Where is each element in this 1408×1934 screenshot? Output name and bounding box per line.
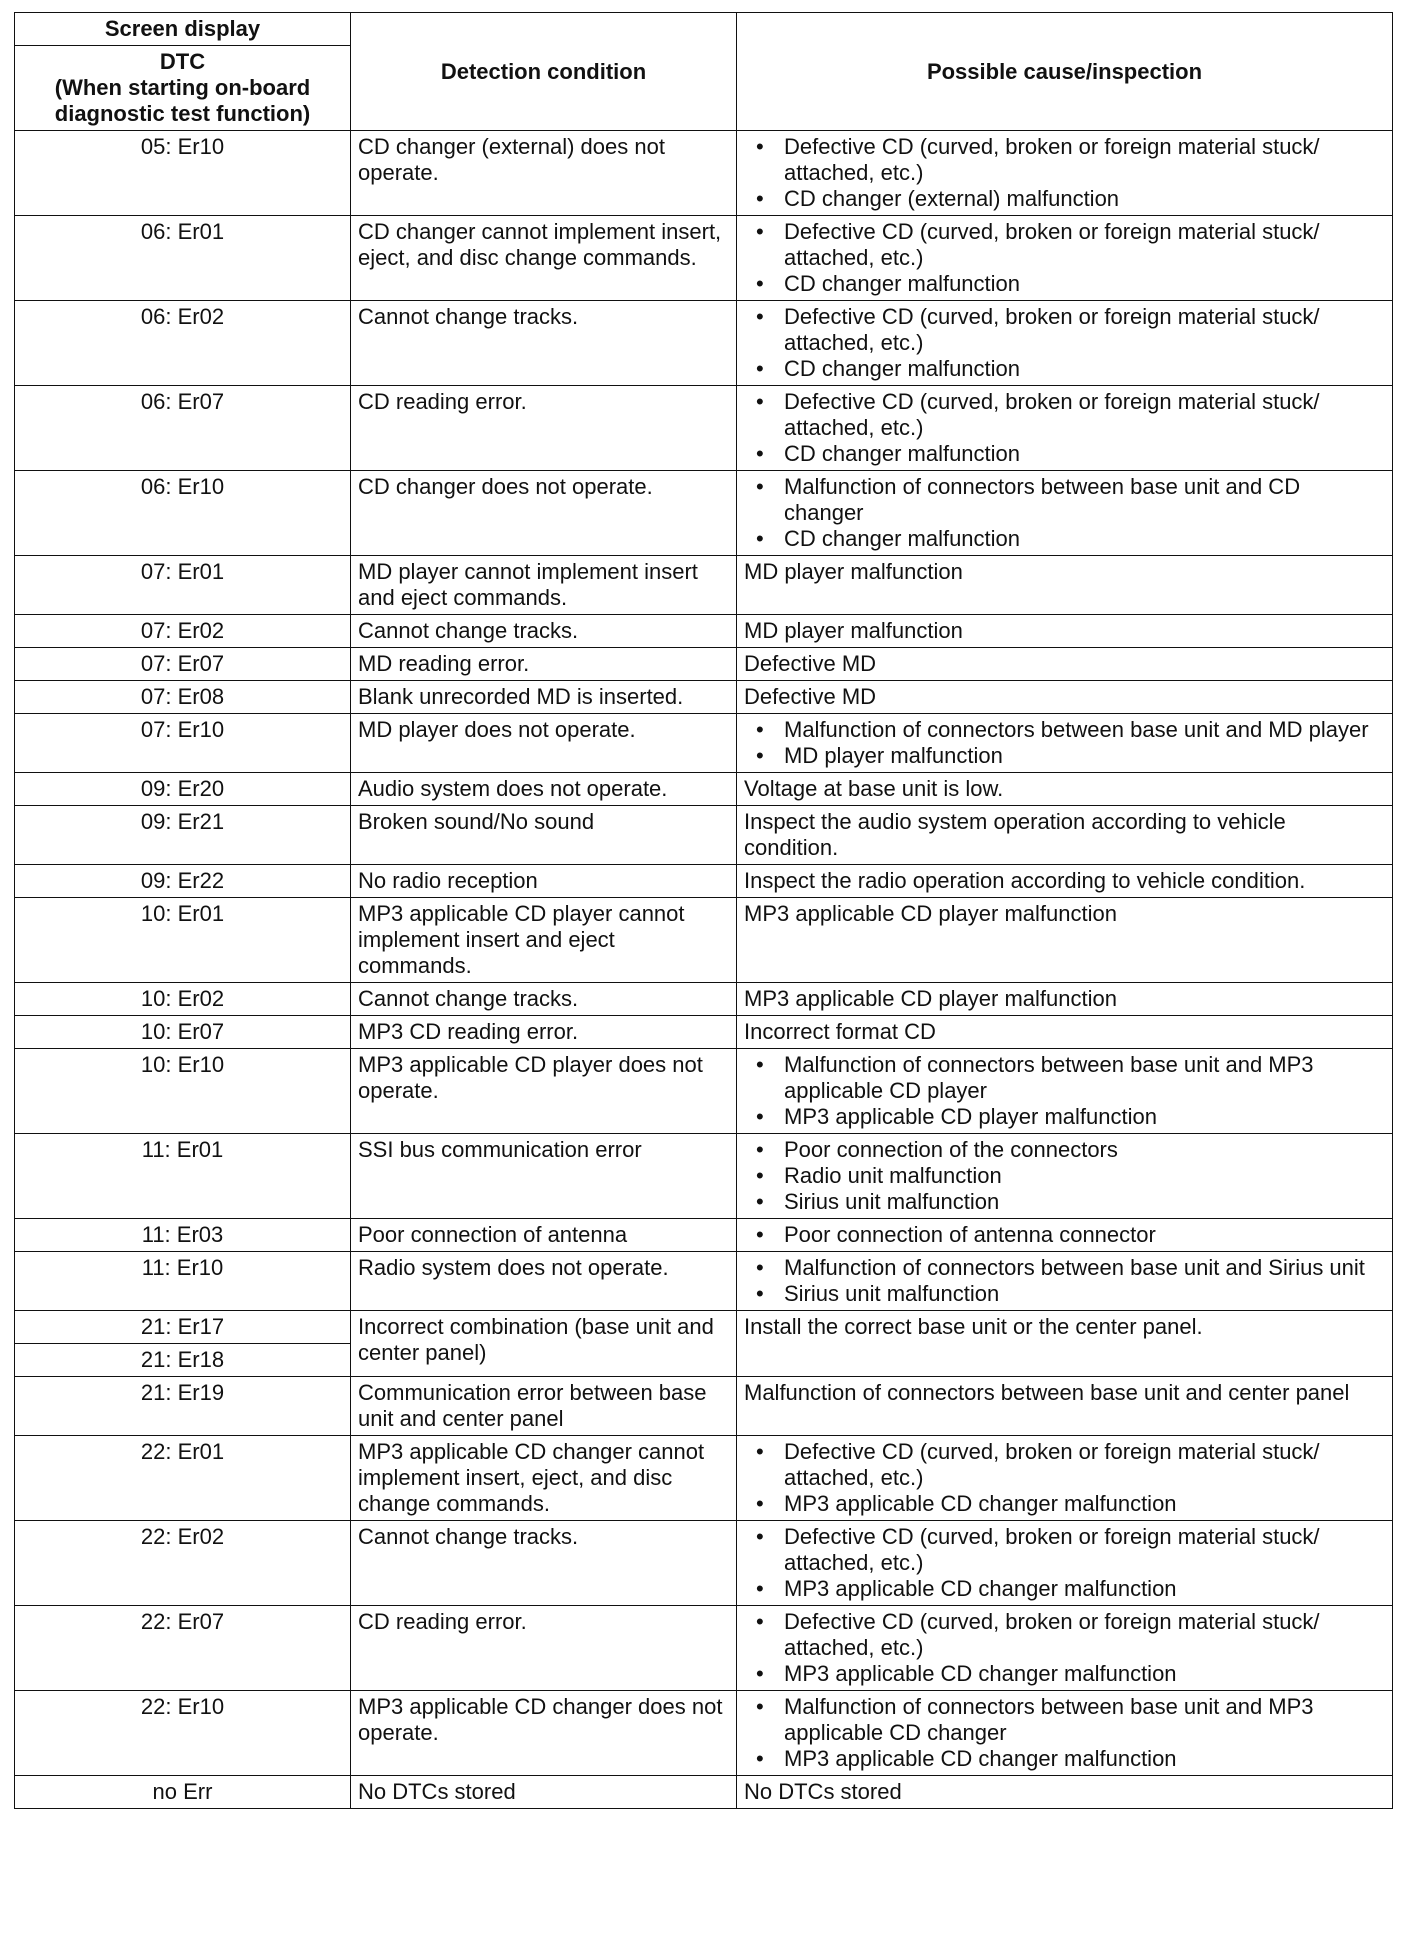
cause-item: • Malfunction of connectors between base unit and MD player	[784, 717, 1385, 743]
dtc-code-cell: 06: Er07	[15, 386, 351, 471]
cause-list	[744, 717, 1385, 769]
table-row	[15, 1311, 1393, 1344]
dtc-code-cell: 10: Er02	[15, 983, 351, 1016]
cause-item: • MD player malfunction	[784, 743, 1385, 769]
cause-item: • Defective CD (curved, broken or foreign material stuck/ attached, etc.)	[784, 1609, 1385, 1661]
dtc-code-cell: 06: Er02	[15, 301, 351, 386]
condition-cell: MP3 applicable CD changer does not operate.	[351, 1691, 737, 1776]
cause-cell	[737, 1436, 1393, 1521]
header-screen-display: Screen display	[15, 13, 351, 46]
cause-item: • Radio unit malfunction	[784, 1163, 1385, 1189]
condition-cell: MP3 applicable CD player cannot implement insert and eject commands.	[351, 898, 737, 983]
cause-item: • Sirius unit malfunction	[784, 1281, 1385, 1307]
condition-cell: Communication error between base unit and center panel	[351, 1377, 737, 1436]
table-row	[15, 648, 1393, 681]
cause-list	[744, 1609, 1385, 1687]
table-row	[15, 714, 1393, 773]
condition-cell: Incorrect combination (base unit and center panel)	[351, 1311, 737, 1377]
table-row	[15, 1691, 1393, 1776]
cause-item: • Malfunction of connectors between base unit and MP3 applicable CD player	[784, 1052, 1385, 1104]
condition-cell: MP3 applicable CD changer cannot implement insert, eject, and disc change commands.	[351, 1436, 737, 1521]
table-row	[15, 1252, 1393, 1311]
cause-item: • MP3 applicable CD changer malfunction	[784, 1661, 1385, 1687]
cause-cell: MD player malfunction	[737, 556, 1393, 615]
table-row	[15, 556, 1393, 615]
table-row	[15, 471, 1393, 556]
dtc-code-cell: 06: Er01	[15, 216, 351, 301]
cause-cell	[737, 1691, 1393, 1776]
condition-cell: Cannot change tracks.	[351, 615, 737, 648]
cause-cell: Install the correct base unit or the center panel.	[737, 1311, 1393, 1377]
cause-cell: MP3 applicable CD player malfunction	[737, 898, 1393, 983]
cause-list	[744, 304, 1385, 382]
dtc-code-cell: 10: Er01	[15, 898, 351, 983]
dtc-code-cell: 10: Er07	[15, 1016, 351, 1049]
dtc-code-cell: 05: Er10	[15, 131, 351, 216]
dtc-code-cell: 21: Er17	[15, 1311, 351, 1344]
cause-item: • Defective CD (curved, broken or foreign material stuck/ attached, etc.)	[784, 389, 1385, 441]
cause-cell: Defective MD	[737, 681, 1393, 714]
cause-cell	[737, 471, 1393, 556]
table-row	[15, 1377, 1393, 1436]
cause-cell: No DTCs stored	[737, 1776, 1393, 1809]
dtc-code-cell: 22: Er07	[15, 1606, 351, 1691]
table-row	[15, 1521, 1393, 1606]
condition-cell: Radio system does not operate.	[351, 1252, 737, 1311]
table-row	[15, 131, 1393, 216]
table-row	[15, 898, 1393, 983]
cause-item: • MP3 applicable CD changer malfunction	[784, 1491, 1385, 1517]
table-row	[15, 1016, 1393, 1049]
cause-item: • Defective CD (curved, broken or foreign material stuck/ attached, etc.)	[784, 304, 1385, 356]
cause-item: • Defective CD (curved, broken or foreign material stuck/ attached, etc.)	[784, 1439, 1385, 1491]
cause-cell	[737, 1521, 1393, 1606]
cause-item: • Malfunction of connectors between base unit and CD changer	[784, 474, 1385, 526]
cause-item: • MP3 applicable CD changer malfunction	[784, 1746, 1385, 1772]
table-row	[15, 1049, 1393, 1134]
dtc-code-cell: 21: Er19	[15, 1377, 351, 1436]
cause-cell: Malfunction of connectors between base unit and center panel	[737, 1377, 1393, 1436]
cause-cell: Defective MD	[737, 648, 1393, 681]
condition-cell: CD reading error.	[351, 1606, 737, 1691]
cause-cell: Incorrect format CD	[737, 1016, 1393, 1049]
table-row	[15, 1219, 1393, 1252]
dtc-code-cell: no Err	[15, 1776, 351, 1809]
condition-cell: CD changer cannot implement insert, eject, and disc change commands.	[351, 216, 737, 301]
condition-cell: Cannot change tracks.	[351, 301, 737, 386]
header-dtc-note: (When starting on-board diagnostic test function)	[54, 75, 311, 126]
cause-list	[744, 1052, 1385, 1130]
cause-cell	[737, 1606, 1393, 1691]
cause-cell	[737, 1219, 1393, 1252]
condition-cell: MP3 applicable CD player does not operate.	[351, 1049, 737, 1134]
dtc-code-cell: 11: Er01	[15, 1134, 351, 1219]
cause-list	[744, 219, 1385, 297]
dtc-code-cell: 07: Er08	[15, 681, 351, 714]
cause-item: • MP3 applicable CD changer malfunction	[784, 1576, 1385, 1602]
condition-cell: Audio system does not operate.	[351, 773, 737, 806]
table-row	[15, 1436, 1393, 1521]
dtc-code-cell: 09: Er22	[15, 865, 351, 898]
dtc-table	[14, 12, 1393, 1809]
table-row	[15, 681, 1393, 714]
cause-list	[744, 1222, 1385, 1248]
dtc-code-cell: 11: Er10	[15, 1252, 351, 1311]
table-row	[15, 806, 1393, 865]
dtc-code-cell: 21: Er18	[15, 1344, 351, 1377]
condition-cell: MP3 CD reading error.	[351, 1016, 737, 1049]
table-row	[15, 773, 1393, 806]
condition-cell: SSI bus communication error	[351, 1134, 737, 1219]
cause-item: • Malfunction of connectors between base unit and MP3 applicable CD changer	[784, 1694, 1385, 1746]
condition-cell: Poor connection of antenna	[351, 1219, 737, 1252]
cause-cell	[737, 386, 1393, 471]
table-row	[15, 1776, 1393, 1809]
cause-cell	[737, 131, 1393, 216]
dtc-code-cell: 07: Er01	[15, 556, 351, 615]
table-header	[15, 13, 1393, 131]
cause-item: • Poor connection of the connectors	[784, 1137, 1385, 1163]
table-row	[15, 983, 1393, 1016]
cause-cell: Voltage at base unit is low.	[737, 773, 1393, 806]
header-dtc-label: DTC	[159, 49, 206, 74]
condition-cell: MD reading error.	[351, 648, 737, 681]
header-dtc	[15, 46, 351, 131]
dtc-code-cell: 10: Er10	[15, 1049, 351, 1134]
cause-cell	[737, 714, 1393, 773]
dtc-code-cell: 09: Er21	[15, 806, 351, 865]
dtc-code-cell: 07: Er07	[15, 648, 351, 681]
cause-list	[744, 1439, 1385, 1517]
condition-cell: No radio reception	[351, 865, 737, 898]
dtc-code-cell: 07: Er10	[15, 714, 351, 773]
cause-list	[744, 1524, 1385, 1602]
condition-cell: CD changer (external) does not operate.	[351, 131, 737, 216]
cause-list	[744, 1255, 1385, 1307]
header-detection-condition: Detection condition	[351, 13, 737, 131]
cause-cell: MD player malfunction	[737, 615, 1393, 648]
cause-item: • Malfunction of connectors between base unit and Sirius unit	[784, 1255, 1385, 1281]
dtc-code-cell: 22: Er01	[15, 1436, 351, 1521]
cause-item: • Defective CD (curved, broken or foreign material stuck/ attached, etc.)	[784, 219, 1385, 271]
cause-item: • CD changer malfunction	[784, 271, 1385, 297]
cause-cell: Inspect the radio operation according to vehicle condition.	[737, 865, 1393, 898]
cause-cell: MP3 applicable CD player malfunction	[737, 983, 1393, 1016]
cause-list	[744, 1137, 1385, 1215]
cause-item: • CD changer malfunction	[784, 441, 1385, 467]
cause-list	[744, 1694, 1385, 1772]
cause-item: • MP3 applicable CD player malfunction	[784, 1104, 1385, 1130]
cause-item: • CD changer malfunction	[784, 356, 1385, 382]
cause-item: • CD changer (external) malfunction	[784, 186, 1385, 212]
condition-cell: Cannot change tracks.	[351, 1521, 737, 1606]
cause-list	[744, 389, 1385, 467]
cause-cell	[737, 216, 1393, 301]
cause-item: • Defective CD (curved, broken or foreign material stuck/ attached, etc.)	[784, 134, 1385, 186]
cause-cell	[737, 1252, 1393, 1311]
cause-cell	[737, 1134, 1393, 1219]
condition-cell: Broken sound/No sound	[351, 806, 737, 865]
table-row	[15, 216, 1393, 301]
cause-list	[744, 134, 1385, 212]
cause-cell: Inspect the audio system operation according to vehicle condition.	[737, 806, 1393, 865]
condition-cell: No DTCs stored	[351, 1776, 737, 1809]
condition-cell: CD changer does not operate.	[351, 471, 737, 556]
table-row	[15, 301, 1393, 386]
header-possible-cause: Possible cause/inspection	[737, 13, 1393, 131]
cause-cell	[737, 1049, 1393, 1134]
table-row	[15, 615, 1393, 648]
condition-cell: MD player does not operate.	[351, 714, 737, 773]
cause-cell	[737, 301, 1393, 386]
table-row	[15, 1606, 1393, 1691]
dtc-code-cell: 22: Er10	[15, 1691, 351, 1776]
table-body	[15, 131, 1393, 1809]
cause-item: • Sirius unit malfunction	[784, 1189, 1385, 1215]
dtc-code-cell: 11: Er03	[15, 1219, 351, 1252]
cause-item: • Poor connection of antenna connector	[784, 1222, 1385, 1248]
condition-cell: MD player cannot implement insert and eject commands.	[351, 556, 737, 615]
cause-item: • CD changer malfunction	[784, 526, 1385, 552]
condition-cell: Cannot change tracks.	[351, 983, 737, 1016]
table-row	[15, 865, 1393, 898]
table-row	[15, 1134, 1393, 1219]
condition-cell: CD reading error.	[351, 386, 737, 471]
condition-cell: Blank unrecorded MD is inserted.	[351, 681, 737, 714]
cause-item: • Defective CD (curved, broken or foreign material stuck/ attached, etc.)	[784, 1524, 1385, 1576]
dtc-code-cell: 07: Er02	[15, 615, 351, 648]
dtc-code-cell: 22: Er02	[15, 1521, 351, 1606]
cause-list	[744, 474, 1385, 552]
dtc-code-cell: 09: Er20	[15, 773, 351, 806]
table-row	[15, 386, 1393, 471]
dtc-code-cell: 06: Er10	[15, 471, 351, 556]
